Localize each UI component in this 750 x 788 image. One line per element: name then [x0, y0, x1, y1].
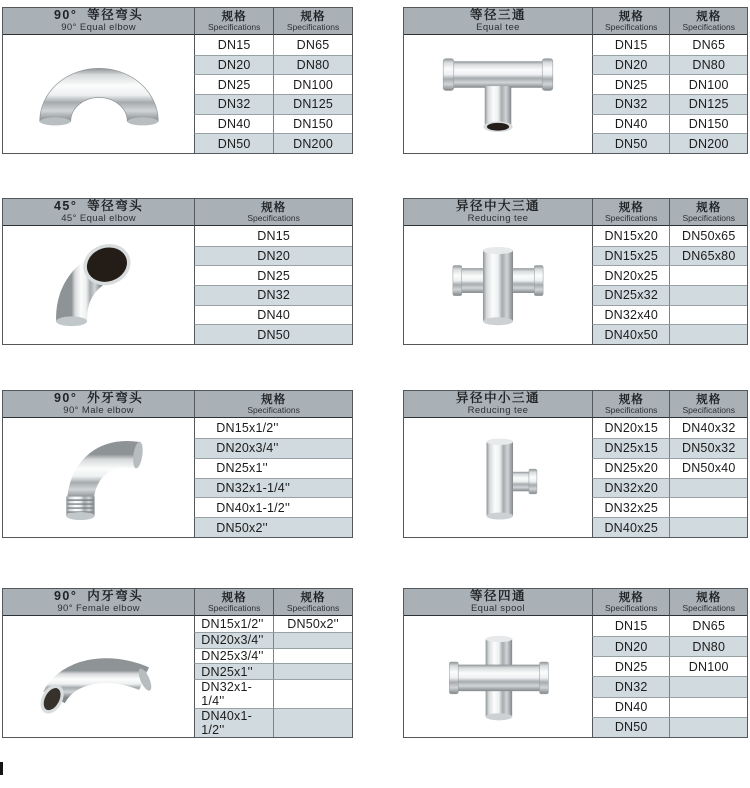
section-reducing-tee-mid-small [403, 390, 748, 538]
spec-value-cell: DN32x1-1/4'' [194, 679, 273, 708]
spec-value-cell: DN15x25 [592, 246, 670, 266]
section-title-en: Equal tee [476, 21, 520, 33]
spec-value-cell: DN32x25 [592, 497, 670, 517]
spec-table [592, 418, 747, 537]
product-photo-cell [404, 418, 592, 537]
spec-value-cell: DN80 [273, 55, 352, 75]
section-title-cn: 异径中小三通 [455, 391, 540, 406]
90-equal-elbow-image [15, 39, 183, 149]
spec-value-cell: DN15 [592, 616, 670, 636]
section-title-cn: 等径四通 [469, 589, 526, 604]
product-photo-cell [404, 226, 592, 344]
spec-table [592, 616, 747, 737]
spec-value-cell: DN25x32 [592, 285, 670, 305]
product-photo-cell [3, 226, 194, 344]
spec-value-cell: DN65 [669, 35, 747, 55]
spec-value-cell: DN20x15 [592, 418, 670, 438]
spec-value-cell: DN20 [592, 55, 670, 75]
spec-value-cell: DN50x65 [669, 226, 747, 246]
spec-value-cell: DN32x40 [592, 305, 670, 325]
spec-value-cell: DN50x2'' [194, 517, 352, 537]
spec-value-cell: DN32 [194, 285, 352, 305]
spec-value-cell [669, 497, 747, 517]
spec-header-en: Specifications [604, 404, 658, 415]
spec-value-cell: DN20x3/4'' [194, 632, 273, 648]
equal-cross-image [414, 622, 582, 732]
section-title [3, 391, 194, 418]
spec-column-header [592, 8, 670, 35]
product-photo-cell [3, 418, 194, 537]
spec-column-header [273, 8, 352, 35]
spec-table [194, 616, 352, 737]
spec-value-cell: DN200 [273, 133, 352, 153]
spec-value-cell: DN15 [592, 35, 670, 55]
spec-value-cell: DN100 [669, 74, 747, 94]
section-title [404, 8, 592, 35]
spec-value-cell: DN25 [194, 74, 273, 94]
spec-value-cell: DN25x1'' [194, 663, 273, 679]
spec-header-en: Specifications [682, 212, 735, 223]
spec-value-cell: DN20 [194, 246, 352, 266]
spec-value-cell: DN40 [194, 114, 273, 134]
spec-value-cell: DN25x15 [592, 438, 670, 458]
spec-value-cell: DN40 [194, 305, 352, 325]
spec-value-cell [669, 305, 747, 325]
section-90-female-elbow [2, 588, 353, 738]
spec-value-cell: DN32 [592, 94, 670, 114]
spec-value-cell: DN40x25 [592, 517, 670, 537]
spec-header-en: Specifications [682, 404, 735, 415]
spec-header-en: Specifications [604, 21, 658, 32]
product-photo-cell [3, 616, 194, 737]
90-male-elbow-image [15, 423, 183, 533]
spec-value-cell [273, 679, 352, 708]
spec-value-cell: DN25x1'' [194, 458, 352, 478]
spec-column-header [669, 391, 747, 418]
spec-value-cell: DN200 [669, 133, 747, 153]
spec-header-en: Specifications [286, 21, 340, 32]
spec-column-header [669, 199, 747, 226]
spec-value-cell: DN15x20 [592, 226, 670, 246]
spec-header-en: Specifications [604, 212, 658, 223]
spec-value-cell: DN20 [592, 636, 670, 656]
spec-value-cell: DN100 [669, 656, 747, 676]
spec-header-cn: 规格 [696, 393, 722, 406]
spec-value-cell [669, 324, 747, 344]
spec-value-cell: DN80 [669, 636, 747, 656]
spec-header-cn: 规格 [221, 591, 247, 604]
section-title [3, 199, 194, 226]
spec-table [592, 35, 747, 153]
spec-table [592, 226, 747, 344]
spec-table [194, 226, 352, 344]
section-equal-spool [403, 588, 748, 738]
spec-value-cell: DN25x20 [592, 458, 670, 478]
spec-value-cell [669, 517, 747, 537]
spec-header-cn: 规格 [261, 201, 287, 214]
spec-header-en: Specifications [682, 602, 735, 613]
spec-value-cell: DN50x2'' [273, 616, 352, 632]
spec-column-header [194, 589, 273, 616]
reducing-tee-mid-small-image [414, 423, 582, 533]
spec-value-cell: DN65x80 [669, 246, 747, 266]
spec-table [194, 418, 352, 537]
spec-value-cell: DN40x50 [592, 324, 670, 344]
90-female-elbow-image [15, 622, 183, 732]
spec-table [194, 35, 352, 153]
spec-value-cell: DN40 [592, 114, 670, 134]
section-title-cn: 90° 内牙弯头 [53, 589, 144, 604]
spec-value-cell [273, 632, 352, 648]
spec-header-en: Specifications [207, 602, 261, 613]
section-title-en: Reducing tee [467, 404, 529, 416]
spec-value-cell: DN15x1/2'' [194, 616, 273, 632]
section-45-equal-elbow [2, 198, 353, 345]
reducing-tee-mid-large-image [414, 230, 582, 340]
section-equal-tee [403, 7, 748, 154]
spec-value-cell: DN32x20 [592, 478, 670, 498]
product-photo-cell [404, 616, 592, 737]
spec-value-cell: DN20x25 [592, 265, 670, 285]
spec-value-cell: DN20x3/4'' [194, 438, 352, 458]
spec-value-cell: DN150 [273, 114, 352, 134]
spec-value-cell [669, 717, 747, 737]
spec-column-header [592, 391, 670, 418]
spec-value-cell: DN65 [669, 616, 747, 636]
spec-column-header [194, 391, 352, 418]
spec-header-cn: 规格 [618, 393, 644, 406]
spec-header-en: Specifications [604, 602, 658, 613]
spec-column-header [273, 589, 352, 616]
spec-value-cell: DN15 [194, 35, 273, 55]
spec-value-cell: DN50 [592, 717, 670, 737]
section-title-cn: 异径中大三通 [455, 199, 540, 214]
spec-header-cn: 规格 [261, 393, 287, 406]
spec-value-cell: DN50 [194, 324, 352, 344]
section-title [404, 199, 592, 226]
spec-column-header [669, 8, 747, 35]
spec-header-en: Specifications [247, 212, 300, 223]
section-90-male-elbow [2, 390, 353, 538]
spec-value-cell: DN80 [669, 55, 747, 75]
spec-header-cn: 规格 [618, 10, 644, 23]
section-title-en: 45° Equal elbow [61, 212, 136, 224]
spec-value-cell: DN50 [194, 133, 273, 153]
spec-column-header [592, 199, 670, 226]
spec-value-cell [273, 708, 352, 737]
spec-value-cell: DN15x1/2'' [194, 418, 352, 438]
spec-value-cell: DN125 [273, 94, 352, 114]
section-title [3, 589, 194, 616]
spec-column-header [194, 199, 352, 226]
spec-header-en: Specifications [247, 404, 300, 415]
spec-value-cell: DN50 [592, 133, 670, 153]
spec-value-cell: DN65 [273, 35, 352, 55]
section-title-cn: 90° 等径弯头 [53, 8, 144, 23]
spec-column-header [669, 589, 747, 616]
section-title-en: Reducing tee [467, 212, 529, 224]
equal-tee-image [414, 39, 582, 149]
spec-header-cn: 规格 [618, 591, 644, 604]
page-crop-mark [0, 762, 3, 775]
spec-value-cell: DN32 [194, 94, 273, 114]
section-title [404, 589, 592, 616]
spec-value-cell: DN50x32 [669, 438, 747, 458]
spec-value-cell: DN32 [592, 676, 670, 696]
spec-header-cn: 规格 [221, 10, 247, 23]
spec-header-cn: 规格 [300, 591, 326, 604]
product-photo-cell [3, 35, 194, 153]
spec-value-cell: DN40x1-1/2'' [194, 497, 352, 517]
section-title [3, 8, 194, 35]
spec-header-en: Specifications [207, 21, 261, 32]
spec-value-cell: DN32x1-1/4'' [194, 478, 352, 498]
spec-value-cell: DN20 [194, 55, 273, 75]
section-title-en: 90° Male elbow [63, 404, 134, 416]
spec-header-cn: 规格 [696, 10, 722, 23]
spec-value-cell [273, 663, 352, 679]
spec-value-cell: DN15 [194, 226, 352, 246]
spec-column-header [592, 589, 670, 616]
section-title-cn: 90° 外牙弯头 [53, 391, 144, 406]
spec-value-cell [669, 676, 747, 696]
spec-value-cell [669, 285, 747, 305]
section-title-cn: 等径三通 [469, 8, 526, 23]
section-title-cn: 45° 等径弯头 [53, 199, 144, 214]
spec-value-cell: DN40x1-1/2'' [194, 708, 273, 737]
spec-value-cell [669, 265, 747, 285]
spec-value-cell: DN25 [592, 656, 670, 676]
spec-value-cell: DN25x3/4'' [194, 648, 273, 664]
spec-value-cell: DN100 [273, 74, 352, 94]
section-title-en: Equal spool [470, 602, 525, 614]
spec-value-cell: DN150 [669, 114, 747, 134]
section-title-en: 90° Female elbow [57, 602, 140, 614]
spec-value-cell: DN40 [592, 697, 670, 717]
spec-header-cn: 规格 [696, 201, 722, 214]
spec-value-cell: DN25 [194, 265, 352, 285]
spec-header-en: Specifications [286, 602, 340, 613]
spec-header-en: Specifications [682, 21, 735, 32]
product-photo-cell [404, 35, 592, 153]
spec-value-cell: DN125 [669, 94, 747, 114]
spec-header-cn: 规格 [696, 591, 722, 604]
spec-column-header [194, 8, 273, 35]
section-90-equal-elbow [2, 7, 353, 154]
spec-value-cell: DN50x40 [669, 458, 747, 478]
spec-value-cell [669, 697, 747, 717]
spec-header-cn: 规格 [300, 10, 326, 23]
spec-value-cell: DN40x32 [669, 418, 747, 438]
spec-value-cell [273, 648, 352, 664]
45-equal-elbow-image [15, 230, 183, 340]
section-reducing-tee-mid-large [403, 198, 748, 345]
section-title-en: 90° Equal elbow [61, 21, 136, 33]
section-title [404, 391, 592, 418]
spec-header-cn: 规格 [618, 201, 644, 214]
spec-value-cell [669, 478, 747, 498]
spec-value-cell: DN25 [592, 74, 670, 94]
